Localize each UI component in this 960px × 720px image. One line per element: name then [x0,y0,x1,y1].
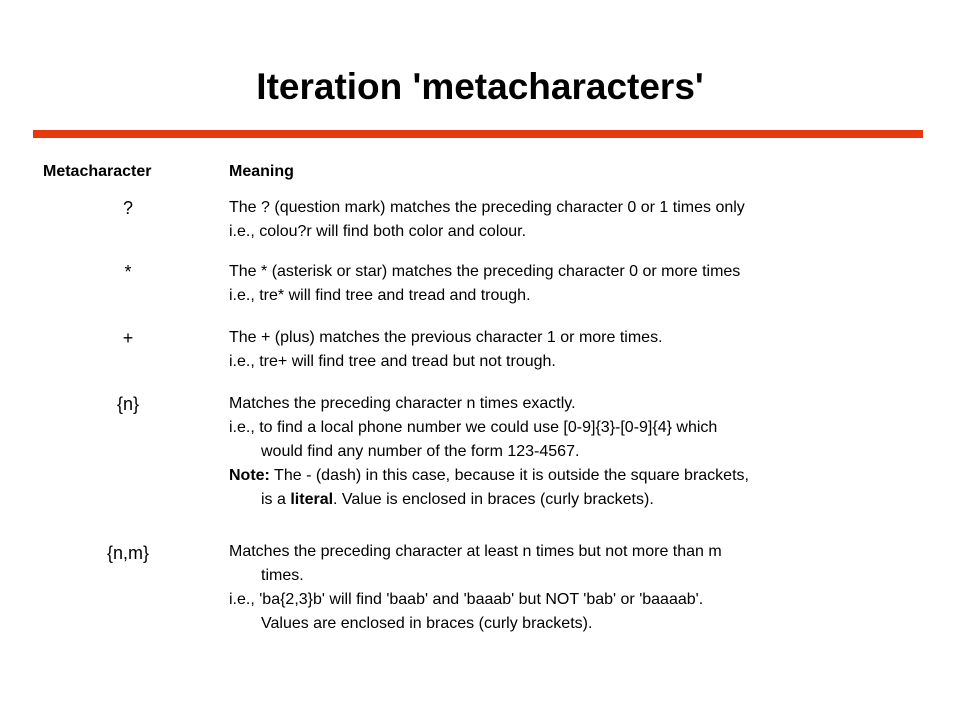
example-line-continued: Values are enclosed in braces (curly brackets). [261,615,593,632]
meaning-line-continued: times. [261,567,304,584]
note-text: is a [261,491,291,508]
example-line: i.e., colou?r will find both color and colour. [229,223,527,240]
meaning-line: The * (asterisk or star) matches the preceding character 0 or more times [229,263,741,280]
note-line-continued [229,488,929,512]
meaning-line: The ? (question mark) matches the preceding character 0 or 1 times only [229,199,745,216]
meaning-n-m-braces [229,540,929,636]
note-line [229,464,929,488]
example-line: i.e., tre+ will find tree and tread but not trough. [229,353,556,370]
metachar-n-braces: {n} [116,394,140,414]
title-divider [33,130,923,138]
note-label: Note: [229,467,270,484]
metachar-plus: + [122,328,134,348]
example-line-continued: would find any number of the form 123-4567. [261,443,580,460]
slide-title: Iteration 'metacharacters' [256,66,704,107]
meaning-line: Matches the preceding character at least n times but not more than m [229,543,722,560]
metachar-question-mark: ? [122,198,133,218]
meaning-asterisk [229,260,929,308]
note-literal: literal [290,491,334,508]
example-line: i.e., 'ba{2,3}b' will find 'baab' and 'baaab' but NOT 'bab' or 'baaaab'. [229,591,704,608]
column-header-metacharacter: Metacharacter [43,163,152,180]
metachar-asterisk: * [124,262,132,282]
note-text: The - (dash) in this case, because it is outside the square brackets, [269,467,749,484]
example-line: i.e., to find a local phone number we could use [0-9]{3}-[0-9]{4} which [229,419,718,436]
meaning-line: The + (plus) matches the previous character 1 or more times. [229,329,663,346]
column-header-meaning: Meaning [229,163,294,180]
meaning-question-mark [229,196,929,244]
note-text: . Value is enclosed in braces (curly brackets). [333,491,654,508]
meaning-n-braces [229,392,929,512]
example-line: i.e., tre* will find tree and tread and trough. [229,287,531,304]
meaning-plus [229,326,929,374]
metachar-n-m-braces: {n,m} [106,543,150,563]
meaning-line: Matches the preceding character n times exactly. [229,395,576,412]
